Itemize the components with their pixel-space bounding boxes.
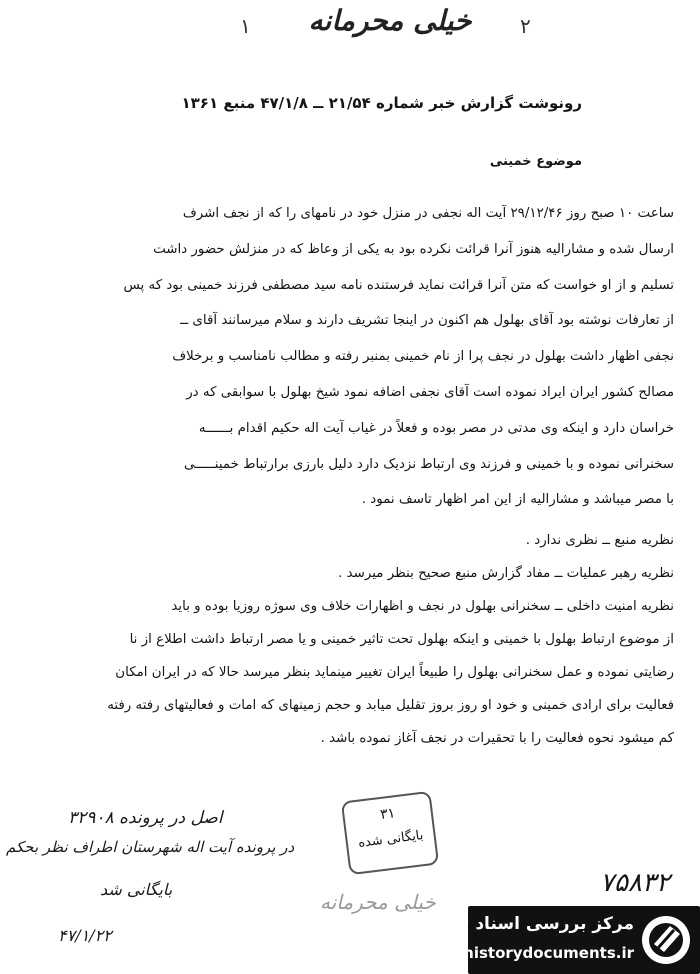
document-number: ۷۵۸۳۲ bbox=[600, 868, 670, 898]
handwritten-file-note: اصل در پرونده ۳۲۹۰۸ bbox=[68, 808, 223, 828]
archive-stamp bbox=[341, 791, 439, 875]
body-line: نجفی اظهار داشت بهلول در نجف پرا از نام خمینی بمنبر رفته و مطالب نامناسب و برخلاف bbox=[172, 349, 674, 365]
watermark-url: historydocuments.ir bbox=[463, 944, 634, 962]
handwritten-archived-note: بایگانی شد bbox=[100, 880, 173, 899]
source-opinion: نظریه منبع ــ نظری ندارد . bbox=[525, 533, 674, 548]
body-line: از تعارفات نوشته بود آقای بهلول هم اکنون در اینجا تشریف دارند و سلام میرسانند آقای ــ bbox=[180, 313, 674, 329]
classification-mark-right: ۲ bbox=[520, 14, 531, 38]
handwritten-file-note-2: در پرونده آیت اله شهرستان اطراف نظر بحکم bbox=[6, 838, 295, 856]
note-line: از موضوع ارتباط بهلول با خمینی و اینکه بهلول تحت تاثیر خمینی و یا مصر ارتباط داشت اطلاع از نا bbox=[129, 632, 674, 647]
body-line: ساعت ۱۰ صبح روز ۲۹/۱۲/۴۶ آیت اله نجفی در منزل خود در نامهای را که از نجف اشرف bbox=[182, 206, 674, 221]
stamp-number: ۳۱ bbox=[379, 805, 397, 823]
opinions-section bbox=[24, 524, 674, 755]
classification-mark-left: ۱ bbox=[240, 14, 251, 38]
body-line: با مصر میباشد و مشارالیه از این امر اظهار تاسف نمود . bbox=[361, 492, 674, 508]
subject-line: موضوع خمینی bbox=[489, 154, 582, 169]
body-line: ارسال شده و مشارالیه هنوز آنرا قرائت نکرده بود به یکی از وعاظ که در منزلش حضور داشت bbox=[153, 241, 674, 257]
note-line: کم میشود نحوه فعالیت را با تحقیرات در نجف آغاز نموده باشد . bbox=[320, 731, 674, 746]
stamp-text: بایگانی شده bbox=[357, 828, 425, 851]
body-line: سخنرانی نموده و با خمینی و فرزند وی ارتباط نزدیک دارد دلیل بارزی برارتباط خمینـــــی bbox=[184, 456, 674, 472]
note-line: رضایتی نموده و عمل سخنرانی بهلول را طبیعاً ایران تغییر مینماید بنظر میرسد حالا که در ایران امکان bbox=[115, 665, 674, 680]
watermark-title: مرکز بررسی اسناد تاریخی bbox=[411, 914, 634, 934]
note-line: فعالیت برای ارادی خمینی و خود او روز بروز تقلیل میابد و حجم زمینهای که امات و فعالیتهای رفته رفته bbox=[107, 698, 674, 713]
report-body bbox=[24, 196, 674, 518]
internal-security-opinion: نظریه امنیت داخلی ــ سخنرانی بهلول در نجف و اظهارات خلاف وی سوژه روزیا بوده و باید bbox=[171, 599, 674, 614]
archive-emblem-icon bbox=[640, 914, 692, 966]
body-line: مصالح کشور ایران ایراد نموده است آقای نجفی اضافه نمود شیخ بهلول با سوابقی که در bbox=[186, 384, 674, 400]
body-line: تسلیم و از او خواست که متن آنرا قرائت نماید فرستنده نامه سید مصطفی فرزند خمینی بود که پس bbox=[123, 277, 674, 293]
operations-leader-opinion: نظریه رهبر عملیات ــ مفاد گزارش منبع صحیح بنظر میرسد . bbox=[338, 566, 674, 581]
watermark-logo bbox=[411, 906, 700, 974]
bottom-classification: خیلی محرمانه bbox=[320, 890, 436, 914]
classification-header: خیلی محرمانه bbox=[308, 4, 472, 37]
report-reference: رونوشت گزارش خبر شماره ۲۱/۵۴ ــ ۴۷/۱/۸ منبع ۱۳۶۱ bbox=[181, 94, 582, 112]
handwritten-date: ۴۷/۱/۲۲ bbox=[58, 926, 112, 945]
body-line: خراسان دارد و اینکه وی مدتی در مصر بوده و فعلاً در غیاب آیت اله حکیم اقدام بــــــه bbox=[198, 420, 674, 436]
